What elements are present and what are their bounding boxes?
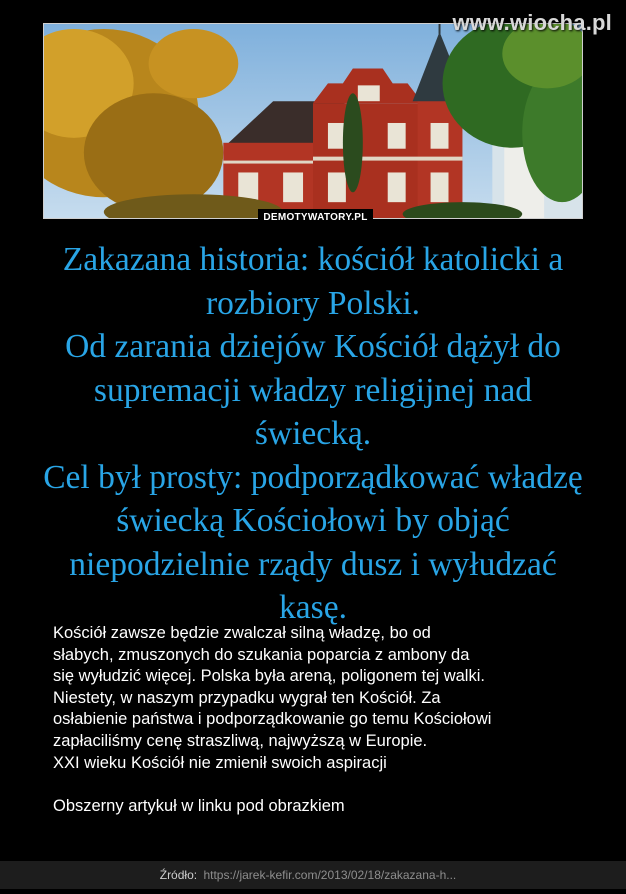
headline-line: Od zarania dziejów Kościół dążył do <box>65 328 561 365</box>
headline-line: Zakazana historia: kościół katolicki a <box>62 241 564 278</box>
description-line: się wyłudzić więcej. Polska była areną, poligonem tej walki. <box>53 667 485 686</box>
site-watermark: www.wiocha.pl <box>452 10 612 35</box>
headline-line: kasę. <box>279 589 347 626</box>
headline-line: świecką Kościołowi by objąć <box>116 502 510 539</box>
church-illustration <box>44 24 582 218</box>
source-link[interactable]: https://jarek-kefir.com/2013/02/18/zakazana-h... <box>203 868 457 882</box>
paragraph-gap <box>53 774 593 796</box>
description-line: osłabienie państwa i podporządkowanie go temu Kościołowi <box>53 710 492 729</box>
headline-line: rozbiory Polski. <box>205 284 421 322</box>
headline-line: świecką. <box>254 415 372 452</box>
description-line: zapłaciliśmy cenę straszliwą, najwyższą w Europie. <box>53 731 428 750</box>
headline-title <box>20 238 606 630</box>
description-text <box>53 623 593 817</box>
source-bar <box>0 861 626 889</box>
demotywatory-badge: DEMOTYWATORY.PL <box>258 209 373 226</box>
description-line: Kościół zawsze będzie zwalczał silną władzę, bo od <box>53 624 431 642</box>
church-photo <box>43 23 583 219</box>
headline-line: supremacji władzy religijnej nad <box>93 371 533 409</box>
headline-line: Cel był prosty: podporządkować władzę <box>43 458 583 496</box>
headline-line: niepodzielnie rządy dusz i wyłudzać <box>69 545 557 583</box>
description-line: XXI wieku Kościół nie zmienił swoich aspiracji <box>53 753 387 772</box>
source-label: Źródło: <box>159 868 198 882</box>
description-line: słabych, zmuszonych do szukania poparcia z ambony da <box>53 645 470 664</box>
description-line: Niestety, w naszym przypadku wygrał ten Kościół. Za <box>53 688 441 707</box>
article-link-note: Obszerny artykuł w linku pod obrazkiem <box>53 796 345 815</box>
